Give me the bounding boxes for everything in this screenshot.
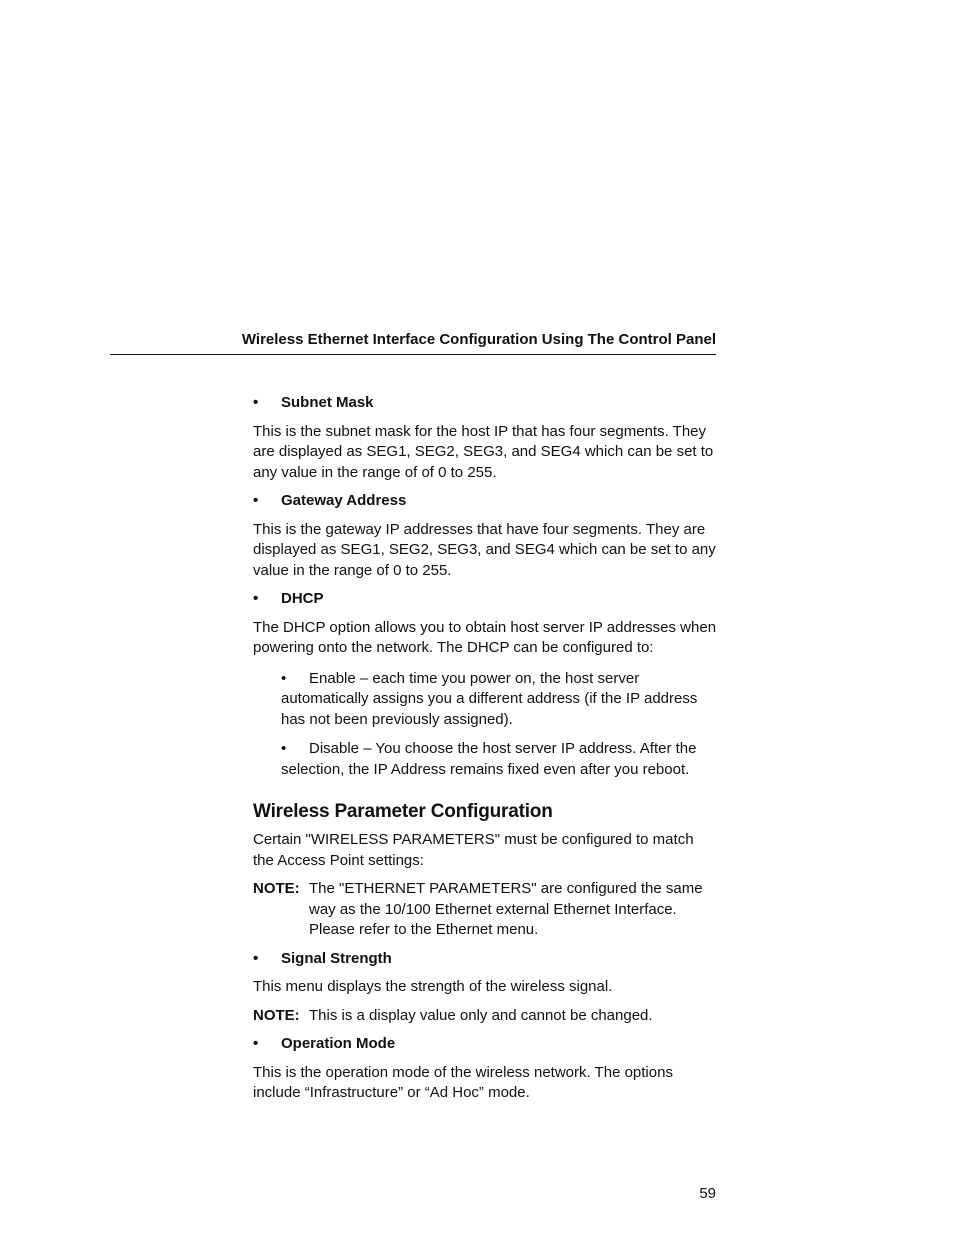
- running-header: Wireless Ethernet Interface Configuration Using The Control Panel: [241, 331, 716, 348]
- dhcp-option-disable-text: Disable – You choose the host server IP address. After the selection, the IP Address remains fixed even after you reboot.: [281, 740, 697, 778]
- subnet-mask-heading: [253, 393, 718, 414]
- note-label: NOTE:: [253, 1006, 300, 1024]
- wireless-note-text: The "ETHERNET PARAMETERS" are configured the same way as the 10/100 Ethernet external Ethernet Interface. Please refer to the Ethernet menu.: [309, 880, 703, 938]
- bullet-icon: •: [253, 394, 259, 411]
- bullet-icon: •: [253, 590, 259, 607]
- bullet-icon: •: [253, 492, 259, 509]
- dhcp-option-enable-text: Enable – each time you power on, the host server automatically assigns you a different address (if the IP address has not been previously assigned).: [281, 669, 698, 728]
- bullet-icon: •: [281, 669, 287, 687]
- subnet-mask-label: Subnet Mask: [281, 394, 374, 411]
- gateway-address-paragraph: This is the gateway IP addresses that have four segments. They are displayed as SEG1, SEG2, SEG3, and SEG4 which can be set to any value in the range of 0 to 255.: [253, 520, 716, 579]
- operation-mode-label: Operation Mode: [281, 1035, 396, 1052]
- operation-mode-heading: [253, 1034, 718, 1055]
- signal-strength-paragraph: This menu displays the strength of the wireless signal.: [253, 978, 613, 995]
- subnet-mask-paragraph: This is the subnet mask for the host IP that has four segments. They are displayed as SEG1, SEG2, SEG3, and SEG4 which can be set to any value in the range of of 0 to 255.: [253, 422, 714, 481]
- dhcp-paragraph: The DHCP option allows you to obtain host server IP addresses when powering onto the network. The DHCP can be configured to:: [253, 618, 717, 656]
- header-rule: [110, 354, 716, 355]
- signal-strength-note-text: This is a display value only and cannot be changed.: [309, 1006, 653, 1024]
- gateway-address-heading: [253, 491, 718, 512]
- wireless-note: [253, 879, 718, 941]
- signal-strength-heading: [253, 949, 718, 970]
- wireless-intro-paragraph: Certain "WIRELESS PARAMETERS" must be configured to match the Access Point settings:: [253, 831, 694, 869]
- dhcp-label: DHCP: [281, 590, 324, 607]
- wireless-section-title: Wireless Parameter Configuration: [253, 801, 553, 822]
- bullet-icon: •: [281, 740, 287, 757]
- dhcp-option-disable: [281, 739, 718, 780]
- operation-mode-paragraph: This is the operation mode of the wireless network. The options include “Infrastructure” or “Ad Hoc” mode.: [253, 1063, 673, 1101]
- page-number: 59: [699, 1185, 716, 1202]
- dhcp-heading: [253, 589, 718, 610]
- dhcp-option-enable: [281, 669, 718, 731]
- bullet-icon: •: [253, 1035, 259, 1052]
- note-label: NOTE:: [253, 880, 300, 897]
- bullet-icon: •: [253, 949, 259, 967]
- signal-strength-note: [253, 1006, 718, 1027]
- page-body: [253, 393, 718, 1112]
- signal-strength-label: Signal Strength: [281, 949, 392, 967]
- gateway-address-label: Gateway Address: [281, 492, 407, 509]
